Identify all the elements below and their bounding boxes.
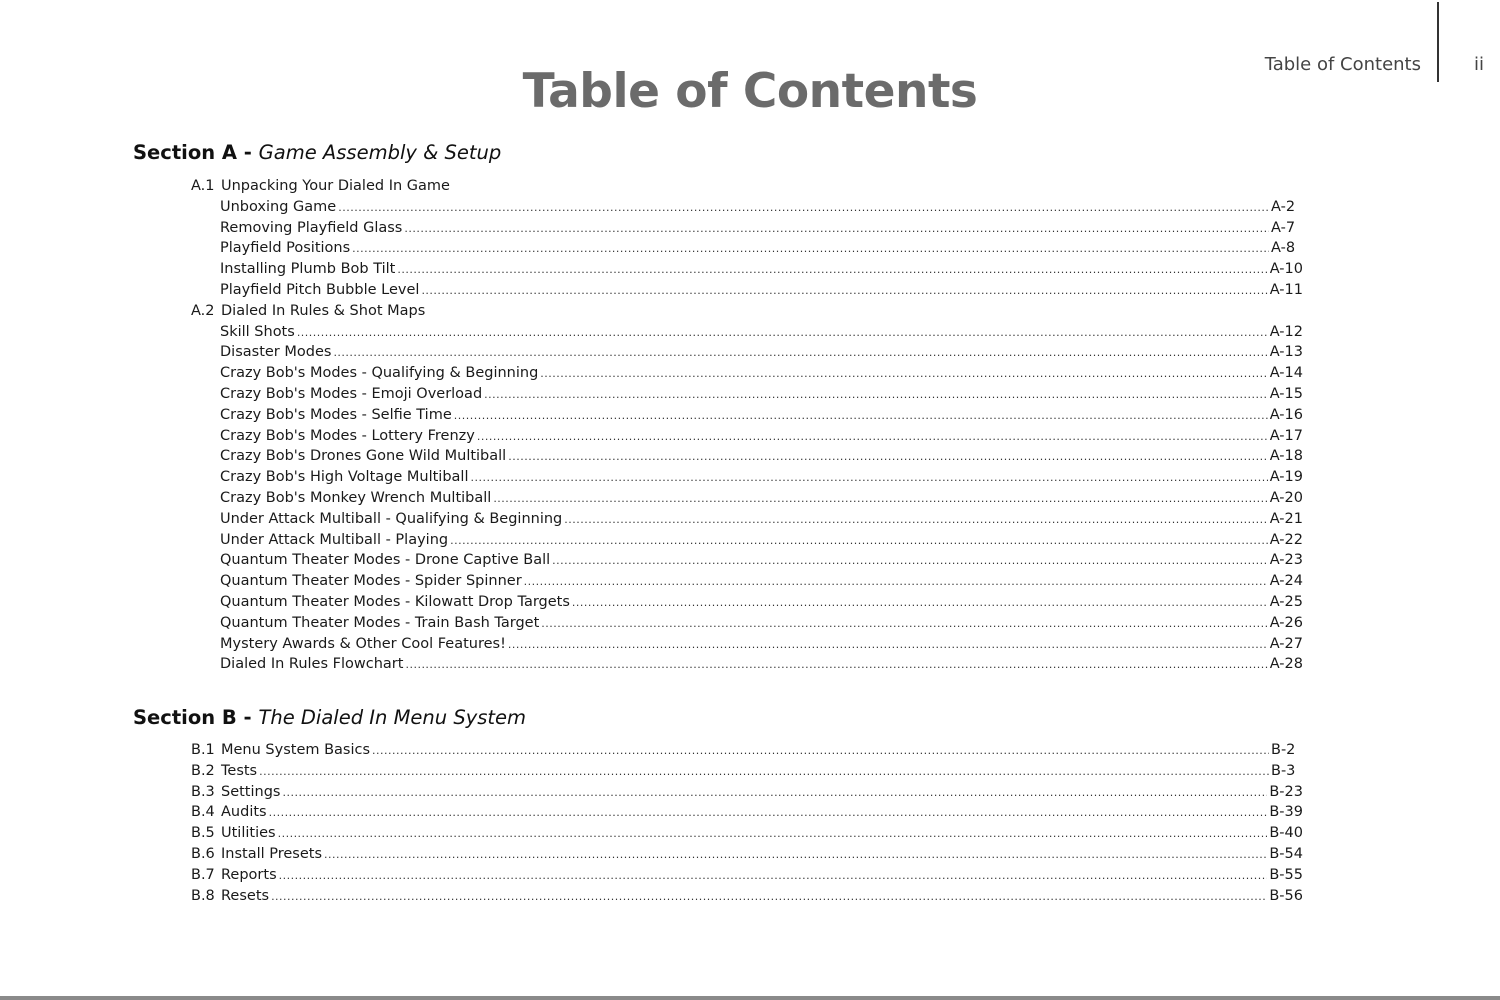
subsection-heading[interactable] bbox=[191, 301, 1303, 322]
entry-label bbox=[191, 802, 267, 823]
dot-leader bbox=[454, 406, 1268, 426]
toc-entry[interactable] bbox=[191, 802, 1303, 823]
entry-page: A-10 bbox=[1269, 261, 1303, 278]
entry-number: B.6 bbox=[191, 845, 215, 862]
entry-number: B.3 bbox=[191, 783, 215, 800]
dot-leader bbox=[541, 614, 1267, 634]
section-a-title: Game Assembly & Setup bbox=[258, 141, 502, 164]
subsection-number: A.1 bbox=[191, 178, 215, 194]
toc-entry[interactable] bbox=[191, 467, 1303, 488]
entry-page: A-26 bbox=[1269, 614, 1303, 631]
dot-leader bbox=[421, 281, 1267, 301]
entry-number: B.8 bbox=[191, 887, 215, 904]
entry-page: B-39 bbox=[1269, 804, 1303, 821]
toc-entry[interactable] bbox=[191, 740, 1303, 761]
entry-page: A-19 bbox=[1269, 469, 1303, 486]
toc-entry[interactable] bbox=[191, 197, 1303, 218]
entry-label: Crazy Bob's High Voltage Multiball bbox=[220, 469, 469, 486]
dot-leader bbox=[450, 531, 1268, 551]
dot-leader bbox=[524, 572, 1268, 592]
entry-page: A-11 bbox=[1269, 281, 1303, 298]
dot-leader bbox=[404, 219, 1269, 239]
entry-page: A-25 bbox=[1269, 593, 1303, 610]
toc-entry[interactable] bbox=[191, 571, 1303, 592]
toc-entry[interactable] bbox=[191, 363, 1303, 384]
entry-page: A-27 bbox=[1269, 635, 1303, 652]
toc-entry[interactable] bbox=[191, 446, 1303, 467]
entry-number: B.1 bbox=[191, 742, 215, 758]
toc-entry[interactable] bbox=[191, 530, 1303, 551]
entry-label bbox=[191, 823, 276, 844]
bottom-border bbox=[0, 996, 1500, 1000]
entry-label: Quantum Theater Modes - Train Bash Target bbox=[220, 614, 540, 631]
running-header-title: Table of Contents bbox=[1264, 54, 1421, 75]
toc-entry[interactable] bbox=[191, 218, 1303, 239]
entry-title: Settings bbox=[221, 783, 281, 800]
entry-label: Unboxing Game bbox=[220, 198, 337, 215]
entry-number: B.7 bbox=[191, 866, 215, 883]
dot-leader bbox=[352, 239, 1269, 259]
toc-entry[interactable] bbox=[191, 342, 1303, 363]
toc-entry[interactable] bbox=[191, 761, 1303, 782]
subsection-heading[interactable] bbox=[191, 176, 1303, 197]
toc-entry[interactable] bbox=[191, 322, 1303, 343]
entry-page: A-23 bbox=[1269, 552, 1303, 569]
section-b-entries bbox=[191, 740, 1303, 906]
entry-page: B-2 bbox=[1271, 742, 1296, 758]
entry-label: Mystery Awards & Other Cool Features! bbox=[220, 635, 506, 652]
entry-label: Quantum Theater Modes - Spider Spinner bbox=[220, 573, 522, 590]
entry-title: Utilities bbox=[221, 825, 276, 842]
entry-page: A-12 bbox=[1269, 323, 1303, 340]
entry-page: A-28 bbox=[1269, 656, 1303, 673]
dot-leader bbox=[572, 593, 1268, 613]
dot-leader bbox=[338, 198, 1269, 218]
entry-title: Audits bbox=[221, 804, 267, 821]
entry-label: Crazy Bob's Drones Gone Wild Multiball bbox=[220, 448, 507, 465]
entry-label: Playfield Pitch Bubble Level bbox=[220, 281, 420, 298]
entry-page: B-56 bbox=[1269, 887, 1303, 904]
entry-page: A-20 bbox=[1269, 489, 1303, 506]
dot-leader bbox=[552, 551, 1268, 571]
section-a-entries bbox=[191, 176, 1303, 675]
entry-number: B.5 bbox=[191, 825, 215, 842]
dot-leader bbox=[259, 762, 1269, 782]
toc-entry[interactable] bbox=[191, 613, 1303, 634]
dot-leader bbox=[477, 427, 1268, 447]
toc-entry[interactable] bbox=[191, 405, 1303, 426]
page-number: ii bbox=[1474, 54, 1485, 75]
toc-entry[interactable] bbox=[191, 550, 1303, 571]
toc-entry[interactable] bbox=[191, 886, 1303, 907]
entry-number: B.2 bbox=[191, 762, 215, 779]
entry-label: Installing Plumb Bob Tilt bbox=[220, 261, 396, 278]
dot-leader bbox=[405, 655, 1267, 675]
dot-leader bbox=[372, 741, 1269, 761]
entry-label: Under Attack Multiball - Playing bbox=[220, 531, 449, 548]
dot-leader bbox=[564, 510, 1267, 530]
entry-label bbox=[191, 761, 257, 782]
entry-page: A-16 bbox=[1269, 406, 1303, 423]
toc-entry[interactable] bbox=[191, 280, 1303, 301]
section-a-separator: - bbox=[237, 141, 259, 164]
dot-leader bbox=[271, 887, 1267, 907]
entry-label bbox=[191, 865, 277, 886]
entry-title: Tests bbox=[221, 762, 258, 779]
entry-label bbox=[191, 740, 370, 761]
toc-entry[interactable] bbox=[191, 259, 1303, 280]
entry-page: B-3 bbox=[1271, 762, 1296, 779]
toc-entry[interactable] bbox=[191, 782, 1303, 803]
entry-label: Crazy Bob's Modes - Emoji Overload bbox=[220, 385, 483, 402]
dot-leader bbox=[508, 635, 1268, 655]
toc-entry[interactable] bbox=[191, 488, 1303, 509]
entry-number: B.4 bbox=[191, 804, 215, 821]
entry-page: A-7 bbox=[1271, 219, 1296, 236]
section-b-title: The Dialed In Menu System bbox=[258, 706, 527, 729]
entry-label: Crazy Bob's Modes - Lottery Frenzy bbox=[220, 427, 475, 444]
entry-page: A-15 bbox=[1269, 385, 1303, 402]
subsection-number: A.2 bbox=[191, 302, 215, 319]
entry-label: Quantum Theater Modes - Drone Captive Ball bbox=[220, 552, 551, 569]
entry-page: A-2 bbox=[1271, 198, 1296, 215]
entry-label: Dialed In Rules Flowchart bbox=[220, 656, 404, 673]
dot-leader bbox=[470, 468, 1267, 488]
dot-leader bbox=[279, 866, 1268, 886]
toc-entry[interactable] bbox=[191, 823, 1303, 844]
entry-page: A-13 bbox=[1269, 344, 1303, 361]
entry-label: Playfield Positions bbox=[220, 240, 351, 257]
dot-leader bbox=[324, 845, 1267, 865]
toc-entry[interactable] bbox=[191, 634, 1303, 655]
section-a-label: Section A bbox=[133, 141, 237, 164]
toc-entry[interactable] bbox=[191, 384, 1303, 405]
entry-label: Crazy Bob's Modes - Selfie Time bbox=[220, 406, 452, 423]
entry-label: Disaster Modes bbox=[220, 344, 332, 361]
section-b-label: Section B bbox=[133, 706, 237, 729]
dot-leader bbox=[282, 783, 1267, 803]
subsection-title: Dialed In Rules & Shot Maps bbox=[221, 302, 426, 319]
entry-label: Skill Shots bbox=[220, 323, 295, 340]
entry-label bbox=[191, 782, 280, 803]
entry-page: B-54 bbox=[1269, 845, 1303, 862]
toc-entry[interactable] bbox=[191, 592, 1303, 613]
dot-leader bbox=[333, 343, 1267, 363]
section-a-heading bbox=[133, 140, 501, 166]
dot-leader bbox=[269, 803, 1268, 823]
entry-label: Removing Playfield Glass bbox=[220, 219, 403, 236]
entry-page: A-21 bbox=[1269, 510, 1303, 527]
dot-leader bbox=[540, 364, 1267, 384]
section-b-heading bbox=[133, 705, 526, 731]
entry-title: Menu System Basics bbox=[221, 742, 371, 758]
entry-title: Resets bbox=[221, 887, 270, 904]
toc-entry[interactable] bbox=[191, 844, 1303, 865]
entry-label: Quantum Theater Modes - Kilowatt Drop Targets bbox=[220, 593, 570, 610]
entry-page: A-14 bbox=[1269, 365, 1303, 382]
entry-label bbox=[191, 886, 269, 907]
toc-entry[interactable] bbox=[191, 654, 1303, 675]
toc-entry[interactable] bbox=[191, 426, 1303, 447]
entry-page: A-24 bbox=[1269, 573, 1303, 590]
dot-leader bbox=[508, 447, 1267, 467]
entry-page: A-17 bbox=[1269, 427, 1303, 444]
dot-leader bbox=[484, 385, 1268, 405]
entry-page: B-55 bbox=[1269, 866, 1303, 883]
toc-entry[interactable] bbox=[191, 238, 1303, 259]
entry-page: A-8 bbox=[1271, 240, 1296, 257]
entry-page: A-22 bbox=[1269, 531, 1303, 548]
entry-page: B-40 bbox=[1269, 825, 1303, 842]
entry-label: Under Attack Multiball - Qualifying & Beginning bbox=[220, 510, 563, 527]
entry-title: Install Presets bbox=[221, 845, 323, 862]
toc-entry[interactable] bbox=[191, 509, 1303, 530]
page-title: Table of Contents bbox=[522, 64, 978, 119]
toc-entry[interactable] bbox=[191, 865, 1303, 886]
dot-leader bbox=[397, 260, 1267, 280]
entry-title: Reports bbox=[221, 866, 277, 883]
entry-label: Crazy Bob's Modes - Qualifying & Beginning bbox=[220, 365, 539, 382]
entry-page: B-23 bbox=[1269, 783, 1303, 800]
dot-leader bbox=[297, 323, 1268, 343]
dot-leader bbox=[278, 824, 1268, 844]
section-b-separator: - bbox=[236, 706, 259, 729]
entry-label bbox=[191, 844, 322, 865]
entry-page: A-18 bbox=[1269, 448, 1303, 465]
dot-leader bbox=[493, 489, 1267, 509]
entry-label: Crazy Bob's Monkey Wrench Multiball bbox=[220, 489, 492, 506]
subsection-title: Unpacking Your Dialed In Game bbox=[221, 178, 450, 194]
